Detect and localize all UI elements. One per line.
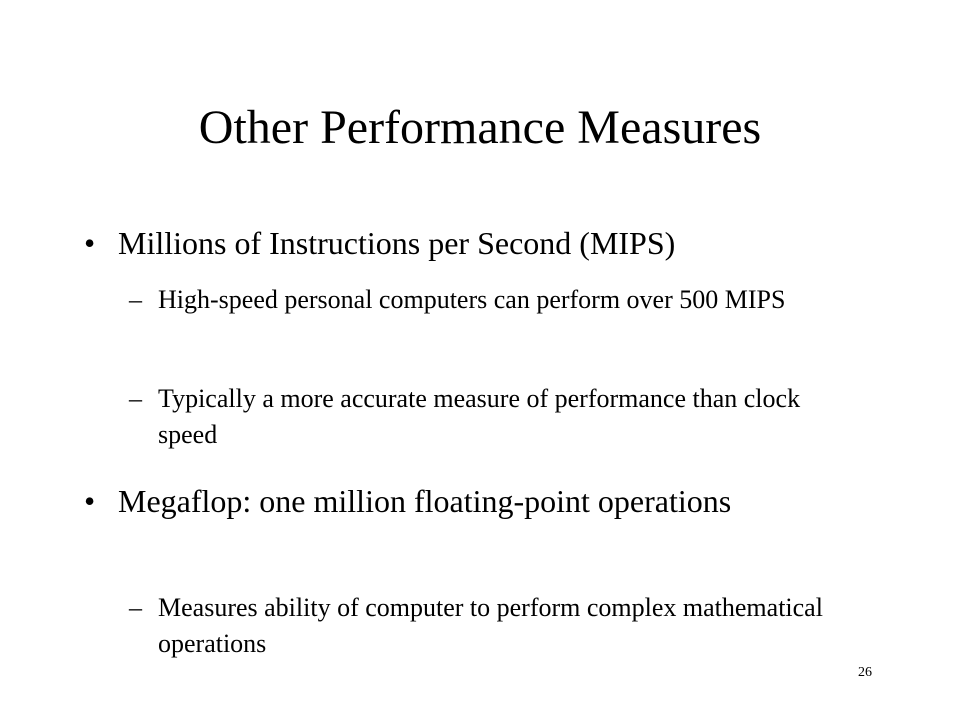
sub-item-high-speed	[129, 282, 829, 318]
bullet-dot-icon: •	[84, 483, 96, 519]
bullet-dot-icon: •	[84, 225, 96, 261]
bullet-item-megaflop	[84, 482, 884, 520]
dash-icon: –	[129, 593, 142, 622]
sub-item-math-ability	[129, 590, 829, 662]
dash-icon: –	[129, 384, 142, 413]
page-number: 26	[858, 665, 872, 680]
sub-text: Measures ability of computer to perform complex mathematical operations	[158, 593, 823, 658]
bullet-text: Megaflop: one million floating-point operations	[118, 483, 732, 519]
dash-icon: –	[129, 285, 142, 314]
sub-item-accuracy	[129, 381, 829, 453]
sub-text: Typically a more accurate measure of performance than clock speed	[158, 384, 801, 449]
sub-text: High-speed personal computers can perform over 500 MIPS	[158, 285, 786, 314]
slide-title: Other Performance Measures	[198, 101, 762, 154]
bullet-text: Millions of Instructions per Second (MIPS)	[118, 225, 676, 261]
bullet-item-mips	[84, 224, 884, 262]
